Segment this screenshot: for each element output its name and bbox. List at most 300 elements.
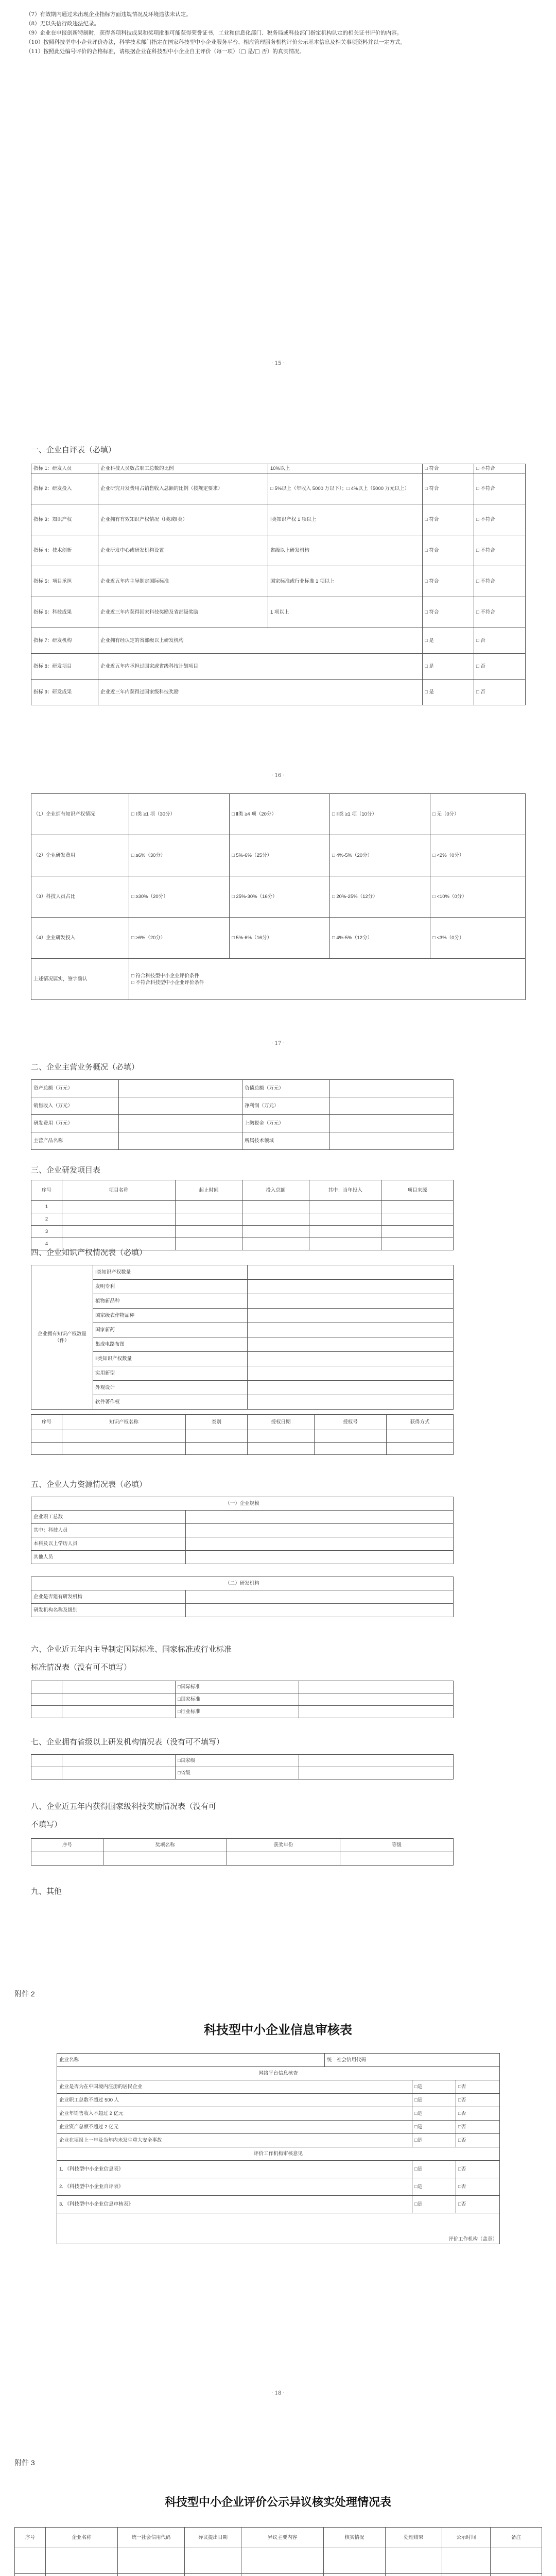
cell: 统一社会信用代码 [325, 2054, 500, 2067]
column-header: 等级 [340, 1839, 454, 1852]
input-cell[interactable] [46, 2548, 118, 2574]
section-heading: 九、其他 [31, 1887, 62, 1896]
cell: 企业职工总数 [31, 1511, 186, 1524]
option-cell[interactable]: □ 4%-5%（20分） [330, 835, 430, 876]
checkbox-cell[interactable]: □ 不符合 [474, 535, 526, 566]
table-row [31, 1080, 454, 1097]
section-heading: 五、企业人力资源情况表（必填） [31, 1480, 147, 1489]
section-heading: 四、企业知识产权情况表（必填） [31, 1248, 147, 1257]
cell [299, 1706, 454, 1718]
input-cell[interactable] [176, 1226, 242, 1238]
cell: 2. 《科技型中小企业自评表》 [57, 2178, 412, 2196]
table-row [31, 1497, 454, 1511]
checkbox-cell[interactable]: □ 符合 [423, 597, 474, 628]
cell: 实用新型 [93, 1366, 248, 1381]
option-cell[interactable]: □是 [412, 2196, 456, 2213]
option-cell[interactable]: □ <2%（0分） [430, 835, 526, 876]
cell: 指标 8：研发项目 [31, 654, 98, 680]
page-number: · 18 · [271, 2391, 285, 2396]
cell: 1 项以上 [268, 597, 423, 628]
table-row [57, 2161, 500, 2178]
table-row [31, 473, 526, 504]
input-cell[interactable] [309, 1201, 381, 1213]
table-row [31, 1681, 454, 1693]
table-row [57, 2134, 500, 2147]
cell: 指标 1：研发人员 [31, 464, 98, 473]
cell: 企业科技人员数占职工总数的比例 [98, 464, 268, 473]
input-cell[interactable] [176, 1238, 242, 1250]
column-header: 核实情况 [324, 2528, 386, 2548]
input-cell[interactable] [248, 1395, 454, 1410]
option-cell[interactable]: □是 [412, 2094, 456, 2107]
table-row [57, 2054, 500, 2067]
table-row [31, 680, 526, 705]
cell: 2 [31, 1213, 62, 1226]
intro-item: （10）按照科技型中小企业评价办法，科学技术部门指定在国家科技型中小企业服务平台、相应管理服务机构评价公示基本信息及相关事项资料并以一定方式。 [26, 39, 406, 45]
ip-table [31, 1265, 454, 1410]
input-cell[interactable] [186, 1524, 454, 1537]
input-cell[interactable] [62, 1430, 186, 1443]
table-row [57, 2213, 500, 2244]
table-row [31, 918, 526, 959]
checkbox-cell[interactable]: □ 符合 [423, 504, 474, 535]
cell: 1 [31, 1201, 62, 1213]
input-cell[interactable] [491, 2548, 542, 2574]
column-header: 公示时间 [442, 2528, 491, 2548]
table-row [31, 1706, 454, 1718]
page-number: · 16 · [271, 773, 285, 778]
cell: 企业资产总额不超过 2 亿元 [57, 2121, 412, 2134]
review-table [57, 2053, 500, 2244]
input-cell[interactable] [309, 1213, 381, 1226]
input-cell[interactable] [248, 1352, 454, 1366]
column-header: 类别 [186, 1415, 248, 1430]
option-cell[interactable]: □否 [456, 2178, 500, 2196]
page-number: · 15 · [271, 361, 285, 366]
table-header-row [31, 1180, 454, 1201]
attachment-label: 附件 2 [14, 1990, 35, 1998]
table-row [31, 1280, 454, 1294]
option-cell[interactable]: □ <10%（0分） [430, 876, 526, 918]
table-row [31, 1132, 454, 1150]
cell: 其他人员 [31, 1551, 186, 1564]
attachment-label: 附件 3 [14, 2459, 35, 2467]
cell: 本科及以上学历人员 [31, 1537, 186, 1551]
checkbox-cell[interactable]: □ 是 [423, 680, 474, 705]
cell: 企业拥有知识产权数量（件） [31, 1265, 93, 1410]
input-cell[interactable] [242, 1238, 309, 1250]
option-cell[interactable]: □否 [456, 2080, 500, 2094]
input-cell[interactable] [381, 1213, 454, 1226]
option-cell[interactable]: □是 [412, 2121, 456, 2134]
input-cell[interactable] [330, 1115, 454, 1132]
input-cell[interactable] [330, 1097, 454, 1115]
section-heading-cont: 不填写） [31, 1820, 62, 1829]
cell: 植物新品种 [93, 1294, 248, 1309]
option-cell[interactable]: □否 [456, 2094, 500, 2107]
table-row [31, 1511, 454, 1524]
input-cell[interactable] [186, 1604, 454, 1617]
column-header: 序号 [31, 1839, 103, 1852]
cell: 国家新药 [93, 1323, 248, 1337]
option-cell[interactable]: □是 [412, 2178, 456, 2196]
cell [299, 1755, 454, 1767]
input-cell[interactable] [186, 1551, 454, 1564]
input-cell[interactable] [386, 2574, 442, 2576]
checkbox-cell[interactable]: □ 是 [423, 628, 474, 654]
cell: 企业年销售收入不超过 2 亿元 [57, 2107, 412, 2121]
table-row [31, 654, 526, 680]
input-cell[interactable] [330, 1080, 454, 1097]
input-cell[interactable] [186, 1443, 248, 1455]
section-row: 评价工作机构审核意见 [57, 2147, 500, 2161]
table-row [57, 2080, 500, 2094]
cell [299, 1693, 454, 1706]
cell: 3. 《科技型中小企业信息审核表》 [57, 2196, 412, 2213]
input-cell[interactable] [119, 1080, 242, 1097]
cell: 发明专利 [93, 1280, 248, 1294]
cell: 研发费用（万元） [31, 1115, 119, 1132]
table-row [15, 2574, 542, 2576]
intro-item: （9）企业在申报创新特制时，获得各项科技成果和奖项批准可能获得荣誉证书，工业和信息化部门、税务局或科技部门指定机构认定的相关证书评价的内容。 [26, 30, 403, 36]
table-row [31, 535, 526, 566]
table-header-row [15, 2528, 542, 2548]
table-row [31, 1265, 454, 1280]
option-cell[interactable]: □ 20%-25%（12分） [330, 876, 430, 918]
table-row [31, 1537, 454, 1551]
option-cell[interactable]: □是 [412, 2107, 456, 2121]
option-cell[interactable]: □国际标准 [176, 1681, 299, 1693]
checkbox-cell[interactable]: □ 是 [423, 654, 474, 680]
table-row [31, 1395, 454, 1410]
attachment-title: 科技型中小企业评价公示异议核实处理情况表 [164, 2496, 391, 2509]
input-cell[interactable] [103, 1852, 227, 1866]
input-cell[interactable] [248, 1381, 454, 1395]
cell: 企业近五年内主导制定国际标准 [98, 566, 268, 597]
table-row [57, 2196, 500, 2213]
cell: （3）科技人员占比 [31, 876, 129, 918]
input-cell[interactable] [62, 1213, 176, 1226]
column-header: 处理结果 [386, 2528, 442, 2548]
cell [62, 1693, 176, 1706]
input-cell[interactable] [387, 1443, 454, 1455]
option-cell[interactable]: □ ≥6%（20分） [129, 918, 230, 959]
input-cell[interactable] [119, 1132, 242, 1150]
cell [31, 1706, 62, 1718]
score-table [31, 793, 526, 1000]
cell [31, 1693, 62, 1706]
input-cell[interactable] [186, 1430, 248, 1443]
cell: （2）企业研发费用 [31, 835, 129, 876]
input-cell[interactable] [241, 2574, 324, 2576]
cell: 国家标准或行业标准 1 项以上 [268, 566, 423, 597]
option-cell[interactable]: □ <3%（0分） [430, 918, 526, 959]
option-cell[interactable]: □ Ⅱ类 ≥4 项（20分） [230, 794, 330, 835]
input-cell[interactable] [118, 2574, 185, 2576]
section-heading: 二、企业主营业务概况（必填） [31, 1063, 140, 1072]
option-cell[interactable]: □ Ⅰ类 ≥1 项（30分） [129, 794, 230, 835]
input-cell[interactable] [62, 1443, 186, 1455]
rd-project-table [31, 1180, 454, 1250]
input-cell[interactable] [241, 2548, 324, 2574]
section-heading: 八、企业近五年内获得国家级科技奖励情况表（没有可 [31, 1802, 217, 1811]
cell: 上述情况属实，签字确认 [31, 959, 129, 1000]
cell [31, 1767, 62, 1780]
section-heading: 七、企业拥有省级以上研发机构情况表（没有可不填写） [31, 1738, 224, 1747]
option-cell[interactable]: □ ≥30%（20分） [129, 876, 230, 918]
table-row [57, 2067, 500, 2080]
input-cell[interactable] [248, 1265, 454, 1280]
checkbox-cell[interactable]: □ 符合 [423, 464, 474, 473]
cell [62, 1681, 176, 1693]
option-cell[interactable]: □ 5%-6%（16分） [230, 918, 330, 959]
input-cell[interactable] [186, 1511, 454, 1524]
checkbox-cell[interactable]: □ 不符合 [474, 566, 526, 597]
column-header: 序号 [31, 1415, 62, 1430]
cell: 集成电路布图 [93, 1337, 248, 1352]
cell: （一）企业规模 [31, 1497, 454, 1511]
option-cell[interactable]: □国家级 [176, 1755, 299, 1767]
column-header: 获得方式 [387, 1415, 454, 1430]
table-row [31, 1213, 454, 1226]
table-row [31, 1323, 454, 1337]
input-cell[interactable] [242, 1226, 309, 1238]
column-header: 异议提出日期 [185, 2528, 241, 2548]
option-cell[interactable]: □省级 [176, 1767, 299, 1780]
input-cell[interactable] [324, 2574, 386, 2576]
input-cell[interactable] [248, 1443, 315, 1455]
input-cell[interactable] [248, 1366, 454, 1381]
cell: （4）企业研发投入 [31, 918, 129, 959]
checkbox-cell[interactable]: □ 不符合 [474, 504, 526, 535]
standard-table [31, 1681, 454, 1718]
checkbox-cell[interactable]: □ 不符合 [474, 473, 526, 504]
option[interactable]: □ 符合科技型中小企业评价条件 [131, 973, 199, 979]
checkbox-cell[interactable]: □ 否 [474, 680, 526, 705]
objection-table [14, 2527, 542, 2576]
cell: 企业在填报上一年及当年内未发生重大安全事故 [57, 2134, 412, 2147]
input-cell[interactable] [248, 1323, 454, 1337]
table-row [31, 1852, 454, 1866]
column-header: 统一社会信用代码 [118, 2528, 185, 2548]
input-cell[interactable] [442, 2548, 491, 2574]
input-cell[interactable] [242, 1213, 309, 1226]
cell: Ⅰ类知识产权 1 项以上 [268, 504, 423, 535]
column-header: 授权号 [315, 1415, 387, 1430]
table-row [31, 959, 526, 1000]
table-row [31, 1366, 454, 1381]
checkbox-cell[interactable]: □ 不符合 [474, 464, 526, 473]
option-cell[interactable]: □ 4%-5%（12分） [330, 918, 430, 959]
table-row [31, 1115, 454, 1132]
intro-item: （11）按照此处编号评价的合格标准，请根据企业在科技型中小企业自主评价（每一项）（□ 是/□ 否）的真实情况。 [26, 48, 305, 55]
cell: 上缴税金（万元） [242, 1115, 330, 1132]
option[interactable]: □ 不符合科技型中小企业评价条件 [131, 979, 204, 986]
input-cell[interactable] [176, 1201, 242, 1213]
checkbox-cell[interactable]: □ 否 [474, 628, 526, 654]
business-table [31, 1079, 454, 1150]
input-cell[interactable] [227, 1852, 340, 1866]
table-row [31, 794, 526, 835]
table-row [31, 504, 526, 535]
column-header: 获奖年份 [227, 1839, 340, 1852]
input-cell[interactable] [381, 1238, 454, 1250]
input-cell[interactable] [119, 1097, 242, 1115]
cell: 资产总额（万元） [31, 1080, 119, 1097]
input-cell[interactable] [248, 1430, 315, 1443]
checkbox-cell[interactable]: □ 符合 [423, 473, 474, 504]
cell: 软件著作权 [93, 1395, 248, 1410]
table-row [31, 1767, 454, 1780]
option-cell[interactable]: □是 [412, 2161, 456, 2178]
cell [62, 1755, 176, 1767]
column-header: 企业名称 [46, 2528, 118, 2548]
input-cell[interactable] [381, 1226, 454, 1238]
column-header: 奖项名称 [103, 1839, 227, 1852]
table-row [31, 1524, 454, 1537]
checkbox-cell[interactable]: □ 否 [474, 654, 526, 680]
cell [31, 1443, 62, 1455]
table-row [31, 1551, 454, 1564]
cell: Ⅱ类知识产权数量 [93, 1352, 248, 1366]
attachment-title: 科技型中小企业信息审核表 [204, 2022, 352, 2037]
section-heading: 三、企业研发项目表 [31, 1166, 101, 1175]
input-cell[interactable] [386, 2548, 442, 2574]
input-cell[interactable] [491, 2574, 542, 2576]
column-header: 项目名称 [62, 1180, 176, 1201]
table-row [31, 835, 526, 876]
cell: 指标 9：研发成果 [31, 680, 98, 705]
cell: 1. 《科技型中小企业信息表》 [57, 2161, 412, 2178]
option-cell[interactable]: □否 [456, 2107, 500, 2121]
table-row [31, 876, 526, 918]
input-cell[interactable] [248, 1309, 454, 1323]
section-heading: 一、企业自评表（必填） [31, 446, 116, 454]
option-cell[interactable]: □否 [456, 2161, 500, 2178]
input-cell[interactable] [442, 2574, 491, 2576]
input-cell[interactable] [119, 1115, 242, 1132]
cell: （1）企业拥有知识产权情况 [31, 794, 129, 835]
input-cell[interactable] [309, 1238, 381, 1250]
cell: 净利润（万元） [242, 1097, 330, 1115]
cell [15, 2548, 46, 2574]
section-heading: 六、企业近五年内主导制定国际标准、国家标准或行业标准 [31, 1645, 232, 1654]
cell: 其中：科技人员 [31, 1524, 186, 1537]
option-cell[interactable]: □是 [412, 2134, 456, 2147]
column-header: 知识产权名称 [62, 1415, 186, 1430]
input-cell[interactable] [186, 1590, 454, 1604]
section-row: 网络平台信息核查 [57, 2067, 500, 2080]
hr-table [31, 1497, 454, 1564]
input-cell[interactable] [62, 1201, 176, 1213]
input-cell[interactable] [176, 1213, 242, 1226]
input-cell[interactable] [118, 2548, 185, 2574]
checkbox-cell[interactable]: □ 符合 [423, 566, 474, 597]
table-row [31, 597, 526, 628]
input-cell[interactable] [185, 2574, 241, 2576]
cell: 指标 4：技术创新 [31, 535, 98, 566]
checkbox-cell[interactable]: □ 不符合 [474, 597, 526, 628]
column-header: 序号 [31, 1180, 62, 1201]
table-row [57, 2147, 500, 2161]
hr-rd-table [31, 1577, 454, 1617]
cell: 指标 6：科技成果 [31, 597, 98, 628]
option-cell[interactable]: □ ≥6%（30分） [129, 835, 230, 876]
input-cell[interactable] [330, 1132, 454, 1150]
input-cell[interactable] [315, 1443, 387, 1455]
cell: 负债总额（万元） [242, 1080, 330, 1097]
option-cell[interactable]: □ 无（0分） [430, 794, 526, 835]
option-cell[interactable]: □国家标准 [176, 1693, 299, 1706]
input-cell[interactable] [62, 1226, 176, 1238]
table-row [31, 1443, 454, 1455]
column-header: 起止时间 [176, 1180, 242, 1201]
input-cell[interactable] [248, 1294, 454, 1309]
input-cell[interactable] [186, 1537, 454, 1551]
table-header-row [31, 1839, 454, 1852]
input-cell[interactable] [248, 1280, 454, 1294]
signature-cell[interactable]: 评价工作机构（盖章） [57, 2213, 500, 2244]
page-number: · 17 · [271, 1041, 285, 1046]
cell: 指标 3：知识产权 [31, 504, 98, 535]
column-header: 项目来源 [381, 1180, 454, 1201]
cell: 主营产品名称 [31, 1132, 119, 1150]
table-row [31, 628, 526, 654]
option-cell[interactable]: □ 5%-6%（25分） [230, 835, 330, 876]
table-row [15, 2548, 542, 2574]
option-cell[interactable]: □ Ⅱ类 ≥1 项（10分） [330, 794, 430, 835]
cell: Ⅰ类知识产权数量 [93, 1265, 248, 1280]
input-cell[interactable] [185, 2548, 241, 2574]
table-row [31, 1755, 454, 1767]
ip-detail-table [31, 1414, 454, 1455]
option-cell[interactable]: □否 [456, 2134, 500, 2147]
cell [129, 959, 526, 1000]
input-cell[interactable] [248, 1337, 454, 1352]
table-header-row [31, 1415, 454, 1430]
input-cell[interactable] [242, 1201, 309, 1213]
input-cell[interactable] [46, 2574, 118, 2576]
input-cell[interactable] [315, 1430, 387, 1443]
table-row [31, 1604, 454, 1617]
cell [31, 1681, 62, 1693]
input-cell[interactable] [387, 1430, 454, 1443]
option-cell[interactable]: □ 25%-30%（16分） [230, 876, 330, 918]
cell: 国家级农作物品种 [93, 1309, 248, 1323]
checkbox-cell[interactable]: □ 符合 [423, 535, 474, 566]
input-cell[interactable] [309, 1226, 381, 1238]
cell: 企业职工总数不超过 500 人 [57, 2094, 412, 2107]
option-cell[interactable]: □否 [456, 2196, 500, 2213]
table-row [31, 1337, 454, 1352]
table-row [31, 1590, 454, 1604]
option-cell[interactable]: □是 [412, 2080, 456, 2094]
input-cell[interactable] [324, 2548, 386, 2574]
cell [299, 1767, 454, 1780]
column-header: 异议主要内容 [241, 2528, 324, 2548]
cell: 省级以上研发机构 [268, 535, 423, 566]
table-row [31, 1309, 454, 1323]
input-cell[interactable] [340, 1852, 454, 1866]
input-cell[interactable] [381, 1201, 454, 1213]
table-row [31, 1693, 454, 1706]
table-row [31, 1294, 454, 1309]
option-cell[interactable]: □否 [456, 2121, 500, 2134]
column-header: 备注 [491, 2528, 542, 2548]
award-table [31, 1838, 454, 1866]
option-cell[interactable]: □行业标准 [176, 1706, 299, 1718]
table-row [31, 566, 526, 597]
